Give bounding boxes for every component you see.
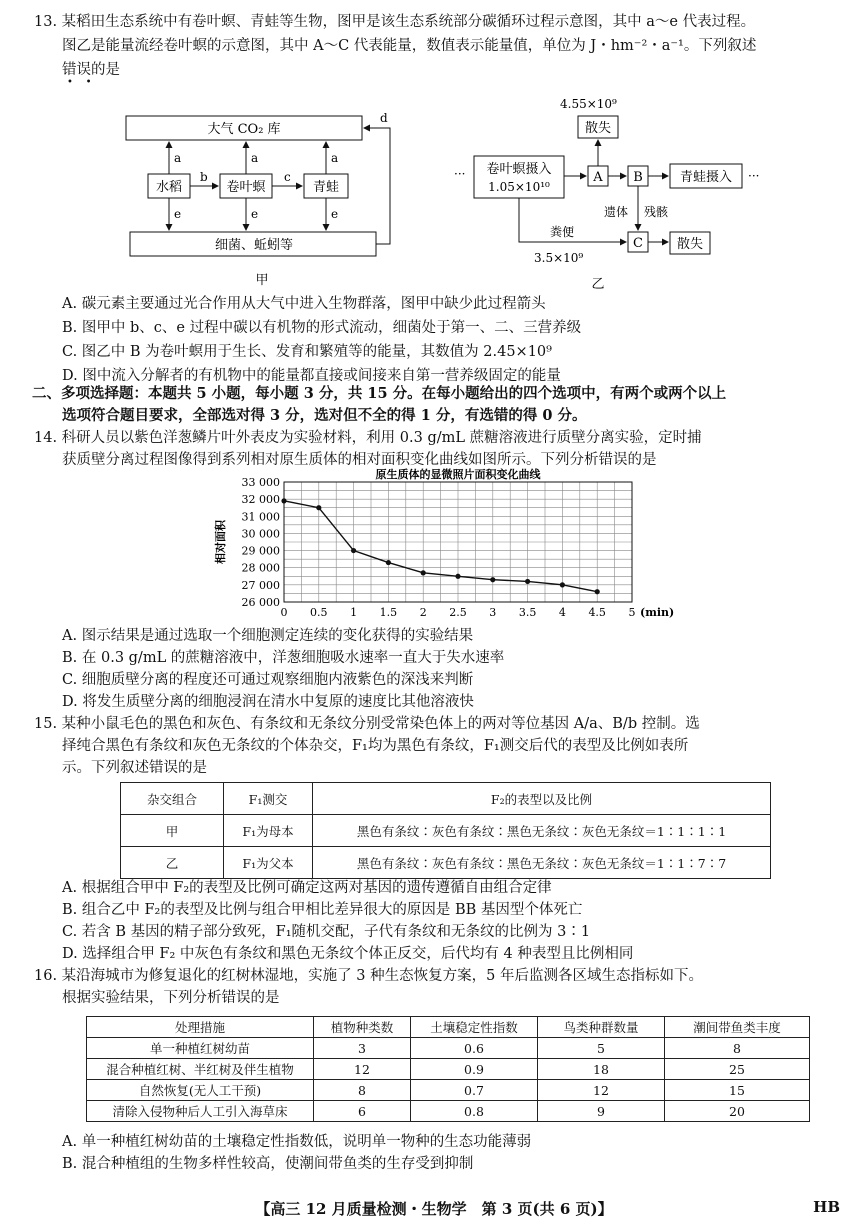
diagram-b-caption: 乙 — [591, 277, 605, 292]
svg-text:a: a — [251, 151, 259, 165]
q13-stem-line3: 错误的是 • • — [62, 62, 120, 88]
svg-text:遗体: 遗体 — [604, 205, 629, 219]
q16-option-b: B. 混合种植组的生物多样性较高，使潮间带鱼类的生存受到抑制 — [62, 1156, 474, 1172]
q15-cell: 甲 — [121, 815, 224, 847]
svg-text:A: A — [593, 170, 603, 185]
y-tick-label: 32 000 — [241, 493, 280, 507]
svg-text:散失: 散失 — [676, 237, 704, 252]
q13-option-c: C. 图乙中 B 为卷叶螟用于生长、发育和繁殖等的能量，其数值为 2.45×10⁹ — [62, 344, 552, 360]
svg-text:a: a — [331, 151, 339, 165]
svg-text:e: e — [251, 207, 259, 221]
svg-text:卷叶螟摄入: 卷叶螟摄入 — [486, 162, 552, 177]
data-point — [525, 579, 530, 584]
svg-text:粪便: 粪便 — [550, 225, 575, 239]
q15-header: F₂的表型以及比例 — [313, 783, 771, 815]
data-point — [595, 589, 600, 594]
q14-stem-line1: 14. 科研人员以紫色洋葱鳞片叶外表皮为实验材料，利用 0.3 g/mL 蔗糖溶液进行质壁分离实验，定时捕 — [34, 430, 702, 446]
q13-option-b: B. 图甲中 b、c、e 过程中碳以有机物的形式流动，细菌处于第一、二、三营养级 — [62, 320, 582, 336]
q13-stem-line1: 13. 某稻田生态系统中有卷叶螟、青蛙等生物，图甲是该生态系统部分碳循环过程示意图，其中 a～e 代表过程。 — [34, 14, 756, 30]
svg-text:B: B — [633, 170, 643, 185]
x-tick-label: 4 — [558, 606, 566, 619]
svg-text:···: ··· — [454, 167, 466, 181]
data-point — [281, 498, 286, 503]
q15-option-a: A. 根据组合甲中 F₂的表型及比例可确定这两对基因的遗传遵循自由组合定律 — [62, 880, 552, 896]
x-tick-label: 0 — [280, 606, 288, 619]
data-point — [351, 548, 356, 553]
loss-value: 4.55×10⁹ — [560, 97, 617, 111]
section2-heading-line2: 选项符合题目要求，全部选对得 3 分，选对但不全的得 1 分，有选错的得 0 分。 — [62, 407, 587, 424]
q14-stem-line2: 获质壁分离过程图像得到系列相对原生质体的相对面积变化曲线如图所示。下列分析错误的是 — [62, 452, 657, 468]
q15-cell: F₁为父本 — [224, 847, 313, 879]
y-tick-label: 31 000 — [241, 510, 280, 524]
y-tick-label: 30 000 — [241, 527, 280, 541]
data-point — [490, 577, 495, 582]
chart-title: 原生质体的显微照片面积变化曲线 — [375, 468, 541, 481]
x-tick-label: 5 — [628, 606, 636, 619]
x-tick-label: 0.5 — [310, 606, 328, 619]
svg-text:e: e — [331, 207, 339, 221]
q15-stem-line1: 15. 某种小鼠毛色的黑色和灰色、有条纹和无条纹分别受常染色体上的两对等位基因 A/a、B/b 控制。选 — [34, 716, 700, 732]
svg-text:1.05×10¹⁰: 1.05×10¹⁰ — [488, 180, 550, 194]
q16-option-a: A. 单一种植红树幼苗的土壤稳定性指数低，说明单一物种的生态功能薄弱 — [62, 1134, 532, 1150]
svg-text:···: ··· — [748, 169, 760, 183]
x-tick-label: 1.5 — [379, 606, 398, 619]
data-point — [386, 560, 391, 565]
q14-option-a: A. 图示结果是通过选取一个细胞测定连续的变化获得的实验结果 — [62, 628, 474, 644]
q16-table: 处理措施 植物种类数 土壤稳定性指数 鸟类种群数量 潮间带鱼类丰度 单一种植红树幼苗 3 0.6 5 8 混合种植红树、半红树及伴生植物 12 0.9 18 25 自然恢复(无人工干预) 8 0.7 12 15 清除入侵物种后人工引入海草床 6 0.8 9 20 — [86, 1016, 810, 1122]
y-axis-label: 相对面积 — [214, 520, 227, 564]
x-tick-label: 4.5 — [588, 606, 606, 619]
y-tick-label: 27 000 — [241, 578, 280, 592]
q14-option-d: D. 将发生质壁分离的细胞浸润在清水中复原的速度比其他溶液快 — [62, 694, 474, 710]
borer-label: 卷叶螟 — [226, 180, 266, 195]
q13-option-d: D. 图中流入分解者的有机物中的能量都直接或间接来自第一营养级固定的能量 — [62, 368, 561, 384]
protoplast-area-chart — [210, 468, 690, 628]
q15-table — [120, 782, 771, 879]
svg-text:散失: 散失 — [584, 121, 612, 136]
x-axis-label: (min) — [640, 606, 675, 619]
diagram-a-caption: 甲 — [255, 273, 269, 286]
q15-stem-line2: 择纯合黑色有条纹和灰色无条纹的个体杂交，F₁均为黑色有条纹，F₁测交后代的表型及比例如表所 — [62, 738, 689, 754]
q15-cell: 黑色有条纹∶灰色有条纹∶黑色无条纹∶灰色无条纹＝1∶1∶1∶1 — [313, 815, 771, 847]
q15-cell: 黑色有条纹∶灰色有条纹∶黑色无条纹∶灰色无条纹＝1∶1∶7∶7 — [313, 847, 771, 879]
q13-option-a: A. 碳元素主要通过光合作用从大气中进入生物群落，图甲中缺少此过程箭头 — [62, 296, 546, 312]
q15-header: 杂交组合 — [121, 783, 224, 815]
q15-cell: 乙 — [121, 847, 224, 879]
y-tick-label: 28 000 — [241, 561, 280, 575]
q16-stem-line1: 16. 某沿海城市为修复退化的红树林湿地，实施了 3 种生态恢复方案，5 年后监测各区域生态指标如下。 — [34, 968, 703, 984]
q15-option-b: B. 组合乙中 F₂的表型及比例与组合甲相比差异很大的原因是 BB 基因型个体死亡 — [62, 902, 583, 918]
q13-stem-line2: 图乙是能量流经卷叶螟的示意图，其中 A～C 代表能量，数值表示能量值，单位为 J・hm⁻²・a⁻¹。下列叙述 — [62, 38, 757, 54]
q14-option-c: C. 细胞质壁分离的程度还可通过观察细胞内液紫色的深浅来判断 — [62, 672, 474, 688]
svg-text:e: e — [174, 207, 182, 221]
data-point — [316, 505, 321, 510]
energy-flow-diagram — [450, 92, 780, 294]
data-point — [560, 582, 565, 587]
x-tick-label: 2 — [419, 606, 427, 619]
x-tick-label: 3.5 — [518, 606, 537, 619]
svg-text:b: b — [200, 170, 208, 184]
svg-text:c: c — [284, 170, 291, 184]
q15-option-c: C. 若含 B 基因的精子部分致死，F₁随机交配，子代有条纹和无条纹的比例为 3∶1 — [62, 924, 591, 940]
co2-pool-label: 大气 CO₂ 库 — [207, 122, 281, 137]
svg-text:C: C — [633, 236, 643, 251]
svg-text:d: d — [380, 111, 388, 125]
x-tick-label: 1 — [350, 606, 358, 619]
y-tick-label: 26 000 — [241, 596, 280, 609]
rice-label: 水稻 — [155, 180, 183, 195]
q14-option-b: B. 在 0.3 g/mL 的蔗糖溶液中，洋葱细胞吸水速率一直大于失水速率 — [62, 650, 505, 666]
q15-cell: F₁为母本 — [224, 815, 313, 847]
carbon-cycle-diagram — [124, 108, 404, 286]
q15-header: F₁测交 — [224, 783, 313, 815]
frog-label: 青蛙 — [312, 180, 340, 195]
x-tick-label: 3 — [489, 606, 497, 619]
decomposer-label: 细菌、蚯蚓等 — [214, 238, 294, 253]
paper-code: HB — [813, 1198, 840, 1216]
q16-stem-line2: 根据实验结果，下列分析错误的是 — [62, 990, 280, 1006]
data-point — [455, 574, 460, 579]
section2-heading-line1: 二、多项选择题：本题共 5 小题，每小题 3 分，共 15 分。在每小题给出的四个选项中，有两个或两个以上 — [32, 385, 727, 402]
svg-text:残骸: 残骸 — [644, 205, 669, 219]
x-tick-label: 2.5 — [449, 606, 467, 619]
data-point — [421, 570, 426, 575]
svg-text:a: a — [174, 151, 182, 165]
y-tick-label: 33 000 — [241, 476, 280, 489]
q15-stem-line3: 示。下列叙述错误的是 — [62, 760, 207, 776]
svg-text:3.5×10⁹: 3.5×10⁹ — [534, 251, 584, 265]
page-footer: 【高三 12 月质量检测・生物学 第 3 页(共 6 页)】 — [255, 1200, 613, 1218]
svg-text:青蛙摄入: 青蛙摄入 — [679, 170, 733, 185]
y-tick-label: 29 000 — [241, 544, 280, 558]
q15-option-d: D. 选择组合甲 F₂ 中灰色有条纹和黑色无条纹个体正反交，后代均有 4 种表型且比例相同 — [62, 946, 634, 962]
